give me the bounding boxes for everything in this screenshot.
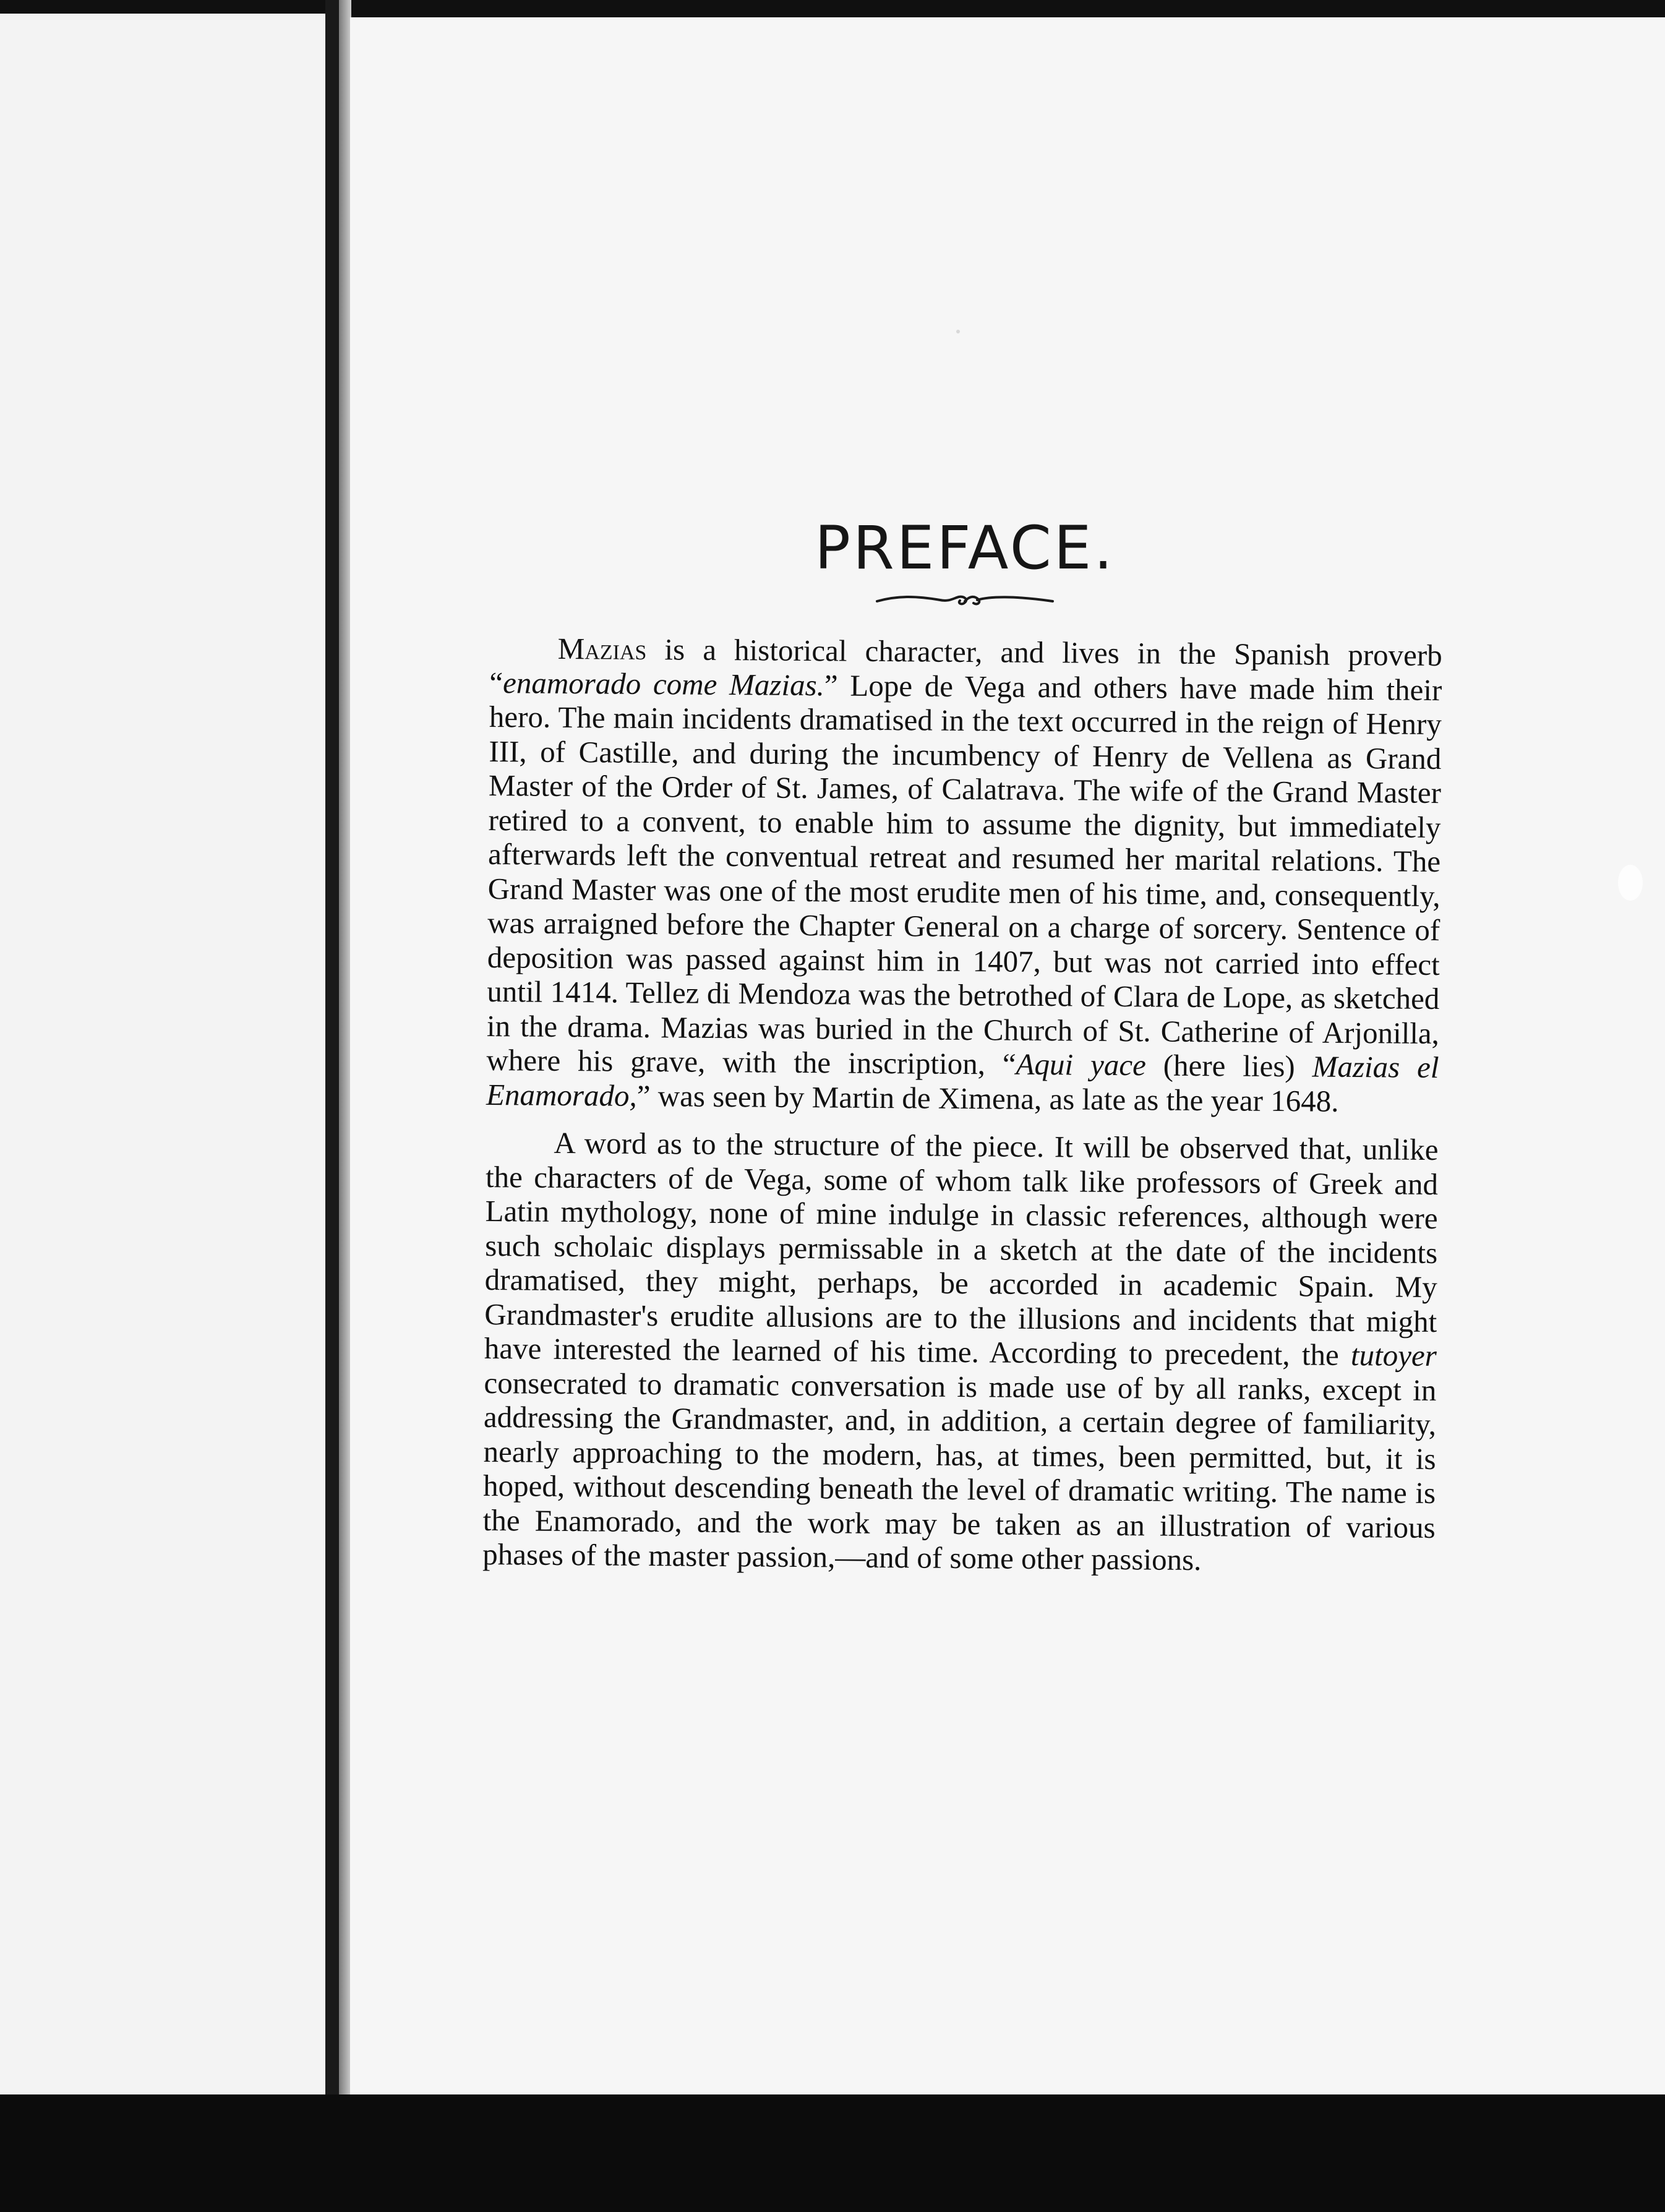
left-blank-page [0, 14, 328, 2126]
italic-phrase: tutoyer [1350, 1337, 1437, 1373]
paper-speck [956, 330, 960, 333]
book-gutter [325, 0, 339, 2212]
italic-phrase: Aqui yace [1016, 1047, 1147, 1082]
preface-paragraph-2 [482, 1125, 1439, 1579]
preface-body [482, 631, 1442, 1579]
preface-paragraph-1 [486, 631, 1442, 1119]
paragraph-text: ” Lope de Vega and others have made him their hero. The main incidents dramatised in the text occurred in the reign of Henry III, of Castille, and during the incumbency of Henry de Vellena as Grand Master of the Order of St. James, of Calatrava. The wife of the Grand Master retired to a convent, to enable him to assume the dignity, but immediately afterwards left the conventual retreat and resumed her marital relations. The Grand Master was one of the most erudite men of his time, and, consequently, was arraigned before the Chapter General on a charge of sorcery. Sentence of deposition was passed against him in 1407, but was not carried into effect until 1414. Tellez di Mendoza was the betrothed of Clara de Lope, as sketched in the drama. Mazias was buried in the Church of St. Catherine of Arjonilla, where his grave, with the inscription, “ [486, 667, 1442, 1081]
paragraph-text: A word as to the structure of the piece. It will be observed that, unlike the characters of de Vega, some of whom talk like professors of Greek and Latin mythology, none of mine indulge in classic references, although were such scholaic displays permissable in a sketch at the date of the incidents dramatised, they might, perhaps, be accorded in academic Spain. My Grandmaster's erudite allusions are to the illusions and incidents that might have interested the learned of his time. According to precedent, the [484, 1125, 1439, 1372]
paragraph-text: consecrated to dramatic conversation is made use of by all ranks, except in addressing the Grandmaster, and, in addition, a certain degree of familiarity, nearly approaching to the modern, has, at times, been permitted, but, it is hoped, without descending beneath the level of dramatic writing. The name is the Enamorado, and the work may be taken as an illustration of various phases of the master passion,—and of some other passions. [482, 1365, 1437, 1577]
paragraph-text: is a historical character, and lives in the Spanish proverb “ [489, 632, 1442, 700]
scan-bottom-border [0, 2094, 1665, 2212]
paragraph-text: ” was seen by Martin de Ximena, as late as the year 1648. [636, 1078, 1339, 1118]
title-ornament-flourish [872, 591, 1058, 612]
page-title: PREFACE. [815, 513, 1115, 583]
page-edge-shadow [339, 0, 351, 2212]
paper-blemish [1618, 865, 1643, 901]
italic-phrase: Mazias el Enamorado, [486, 1049, 1439, 1113]
italic-phrase: enamorado come Mazias. [502, 665, 825, 702]
lead-word: Mazias [557, 631, 647, 666]
paragraph-text: (here lies) [1145, 1048, 1312, 1084]
